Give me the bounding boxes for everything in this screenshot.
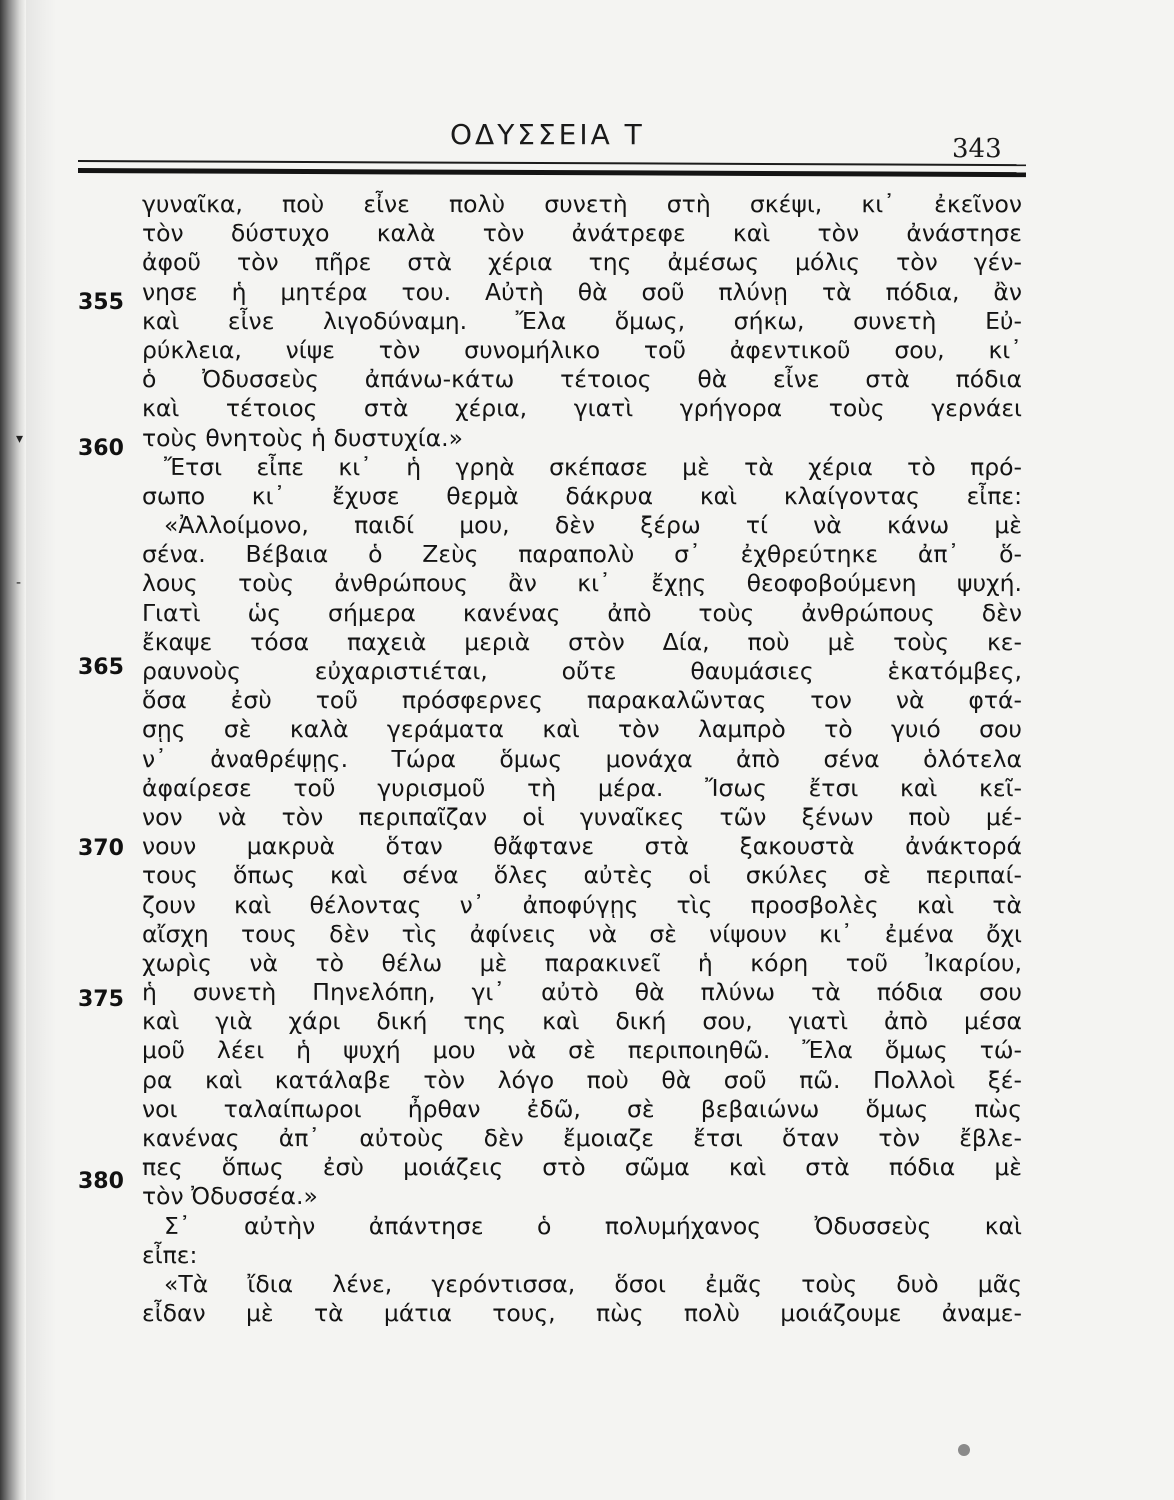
text-line: «Τὰ ἴδια λένε, γερόντισσα, ὅσοι ἐμᾶς τοὺς δυὸ μᾶς xyxy=(164,1269,1022,1298)
text-line: καὶ γιὰ χάρι δική της καὶ δική σου, γιατὶ ἀπὸ μέσα xyxy=(142,1007,1022,1036)
text-line: Ἔτσι εἶπε κι᾿ ἡ γρηὰ σκέπασε μὲ τὰ χέρια τὸ πρό- xyxy=(164,452,1022,481)
text-line: ἀφοῦ τὸν πῆρε στὰ χέρια της ἀμέσως μόλις τὸν γέν- xyxy=(142,248,1022,277)
text-line: νουν μακρυὰ ὅταν θἄφτανε στὰ ξακουστὰ ἀνάκτορά xyxy=(142,832,1022,861)
text-line: ἡ συνετὴ Πηνελόπη, γι᾿ αὐτὸ θὰ πλύνω τὰ πόδια σου xyxy=(142,978,1022,1007)
text-line: τοὺς θνητοὺς ἡ δυστυχία.» xyxy=(142,423,464,452)
text-line: τους ὅπως καὶ σένα ὅλες αὐτὲς οἱ σκύλες σὲ περιπαί- xyxy=(142,861,1022,890)
verse-number-370: 370 xyxy=(78,836,124,861)
text-line: ὅσα ἐσὺ τοῦ πρόσφερνες παρακαλῶντας τον νὰ φτά- xyxy=(142,686,1022,715)
text-line: μοῦ λέει ἡ ψυχή μου νὰ σὲ περιποιηθῶ. Ἔλα ὅμως τώ- xyxy=(142,1036,1022,1065)
text-line: ρα καὶ κατάλαβε τὸν λόγο ποὺ θὰ σοῦ πῶ. Πολλοὶ ξέ- xyxy=(142,1065,1022,1094)
main-text-block xyxy=(142,190,1022,1328)
text-line: χωρὶς νὰ τὸ θέλω μὲ παρακινεῖ ἡ κόρη τοῦ Ἰκαρίου, xyxy=(142,948,1022,977)
text-line: ραυνοὺς εὐχαριστιέται, οὔτε θαυμάσιες ἑκατόμβες, xyxy=(142,657,1022,685)
verse-number-355: 355 xyxy=(78,290,124,315)
running-header-title: ΟΔΥΣΣΕΙΑ Τ xyxy=(450,118,645,151)
text-line: Σ᾿ αὐτὴν ἀπάντησε ὁ πολυμήχανος Ὀδυσσεὺς καὶ xyxy=(164,1211,1022,1240)
verse-number-360: 360 xyxy=(78,436,124,461)
scan-edge-shadow xyxy=(26,0,56,1500)
text-line: ζουν καὶ θέλοντας ν᾿ ἀποφύγῃς τὶς προσβολὲς καὶ τὰ xyxy=(142,890,1022,919)
text-line: καὶ εἶνε λιγοδύναμη. Ἔλα ὅμως, σήκω, συνετὴ Εὐ- xyxy=(142,306,1022,335)
text-line: κανένας ἀπ᾿ αὐτοὺς δὲν ἔμοιαζε ἔτσι ὅταν τὸν ἔβλε- xyxy=(142,1124,1022,1152)
text-line: «Ἀλλοίμονο, παιδί μου, δὲν ξέρω τί νὰ κάνω μὲ xyxy=(164,511,1022,540)
text-line: Γιατὶ ὡς σήμερα κανένας ἀπὸ τοὺς ἀνθρώπους δὲν xyxy=(142,598,1022,627)
page-number: 343 xyxy=(952,134,1002,164)
text-line: ὁ Ὀδυσσεὺς ἀπάνω-κάτω τέτοιος θὰ εἶνε στὰ πόδια xyxy=(142,365,1022,394)
text-line: νησε ἡ μητέρα του. Αὐτὴ θὰ σοῦ πλύνῃ τὰ πόδια, ἂν xyxy=(142,277,1022,306)
text-line: πες ὅπως ἐσὺ μοιάζεις στὸ σῶμα καὶ στὰ πόδια μὲ xyxy=(142,1153,1022,1182)
text-line: ἀφαίρεσε τοῦ γυρισμοῦ τὴ μέρα. Ἴσως ἔτσι καὶ κεῖ- xyxy=(142,773,1022,802)
text-line: εἶδαν μὲ τὰ μάτια τους, πὼς πολὺ μοιάζουμε ἀναμε- xyxy=(142,1299,1022,1328)
verse-number-375: 375 xyxy=(78,987,124,1012)
paper-speck xyxy=(958,1444,970,1456)
header-rule-thin xyxy=(78,160,1026,166)
text-line: τὸν δύστυχο καλὰ τὸν ἀνάτρεφε καὶ τὸν ἀνάστησε xyxy=(142,219,1022,248)
text-line: εἶπε: xyxy=(142,1240,198,1269)
verse-number-380: 380 xyxy=(78,1169,124,1194)
text-line: ἔκαψε τόσα παχειὰ μεριὰ στὸν Δία, ποὺ μὲ τοὺς κε- xyxy=(142,627,1022,656)
text-line: νοι ταλαίπωροι ἦρθαν ἐδῶ, σὲ βεβαιώνω ὅμως πὼς xyxy=(142,1094,1022,1123)
verse-number-365: 365 xyxy=(78,655,124,680)
text-line: σῃς σὲ καλὰ γεράματα καὶ τὸν λαμπρὸ τὸ γυιό σου xyxy=(142,715,1022,744)
text-line: καὶ τέτοιος στὰ χέρια, γιατὶ γρήγορα τοὺς γερνάει xyxy=(142,394,1022,423)
header-rule-thick xyxy=(78,168,1026,177)
text-line: γυναῖκα, ποὺ εἶνε πολὺ συνετὴ στὴ σκέψι, κι᾿ ἐκεῖνον xyxy=(142,190,1022,218)
text-line: τὸν Ὀδυσσέα.» xyxy=(142,1182,318,1211)
text-line: λους τοὺς ἀνθρώπους ἂν κι᾿ ἔχῃς θεοφοβούμενη ψυχή. xyxy=(142,569,1022,598)
margin-tick-mark: ▾ xyxy=(16,431,24,447)
text-line: ν᾿ ἀναθρέψῃς. Τώρα ὅμως μονάχα ἀπὸ σένα ὁλότελα xyxy=(142,744,1022,773)
text-line: αἴσχη τους δὲν τὶς ἀφίνεις νὰ σὲ νίψουν κι᾿ ἐμένα ὄχι xyxy=(142,919,1022,948)
margin-dash-mark: - xyxy=(16,575,22,591)
text-line: ρύκλεια, νίψε τὸν συνομήλικο τοῦ ἀφεντικοῦ σου, κι᾿ xyxy=(142,335,1022,364)
text-line: νον νὰ τὸν περιπαῖζαν οἱ γυναῖκες τῶν ξένων ποὺ μέ- xyxy=(142,802,1022,831)
text-line: σένα. Βέβαια ὁ Ζεὺς παραπολὺ σ᾿ ἐχθρεύτηκε ἀπ᾿ ὅ- xyxy=(142,540,1022,569)
text-line: σωπο κι᾿ ἔχυσε θερμὰ δάκρυα καὶ κλαίγοντας εἶπε: xyxy=(142,481,1022,510)
page-gutter-shadow xyxy=(0,0,26,1500)
